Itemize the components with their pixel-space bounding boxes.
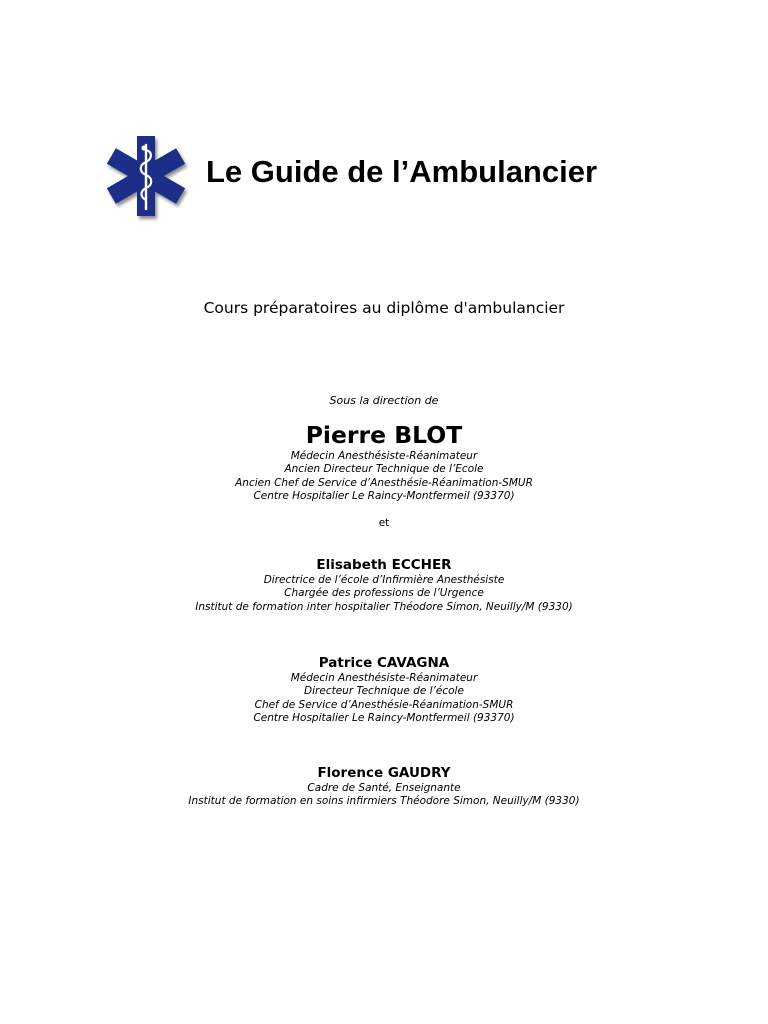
director-name: Pierre BLOT xyxy=(305,421,463,449)
contributor-block xyxy=(0,654,768,725)
director-role: Ancien Directeur Technique de l’Ecole xyxy=(284,463,484,476)
document-title: Le Guide de l’Ambulancier xyxy=(206,154,598,189)
contributor-name: Florence GAUDRY xyxy=(317,765,451,781)
director-role: Ancien Chef de Service d’Anesthésie-Réanimation-SMUR xyxy=(235,476,533,489)
contributor-role: Médecin Anesthésiste-Réanimateur xyxy=(290,672,478,684)
contributor-role: Institut de formation inter hospitalier Théodore Simon, Neuilly/M (9330) xyxy=(195,600,573,613)
document-header xyxy=(102,134,722,230)
contributor-role: Centre Hospitalier Le Raincy-Montfermeil (93370) xyxy=(253,711,515,724)
conjunction-text: et xyxy=(378,517,390,529)
contributor-role: Chef de Service d’Anesthésie-Réanimation-SMUR xyxy=(254,698,514,711)
director-role: Médecin Anesthésiste-Réanimateur xyxy=(290,450,478,462)
contributor-role: Directrice de l’école d’Infirmière Anesthésiste xyxy=(263,574,505,586)
contributor-block xyxy=(0,764,768,809)
contributor-name: Patrice CAVAGNA xyxy=(318,655,450,671)
director-block xyxy=(0,420,768,503)
director-role: Centre Hospitalier Le Raincy-Montfermeil (93370) xyxy=(253,489,515,502)
contributor-role: Chargée des professions de l’Urgence xyxy=(284,587,484,600)
star-of-life-icon xyxy=(102,134,194,226)
direction-label: Sous la direction de xyxy=(329,394,439,407)
document-subtitle: Cours préparatoires au diplôme d'ambulancier xyxy=(203,299,565,317)
contributor-role: Cadre de Santé, Enseignante xyxy=(307,782,461,794)
contributor-name: Elisabeth ECCHER xyxy=(316,557,452,573)
contributor-role: Institut de formation en soins infirmiers Théodore Simon, Neuilly/M (9330) xyxy=(188,795,580,808)
contributor-role: Directeur Technique de l’école xyxy=(304,685,464,698)
contributor-block xyxy=(0,556,768,614)
